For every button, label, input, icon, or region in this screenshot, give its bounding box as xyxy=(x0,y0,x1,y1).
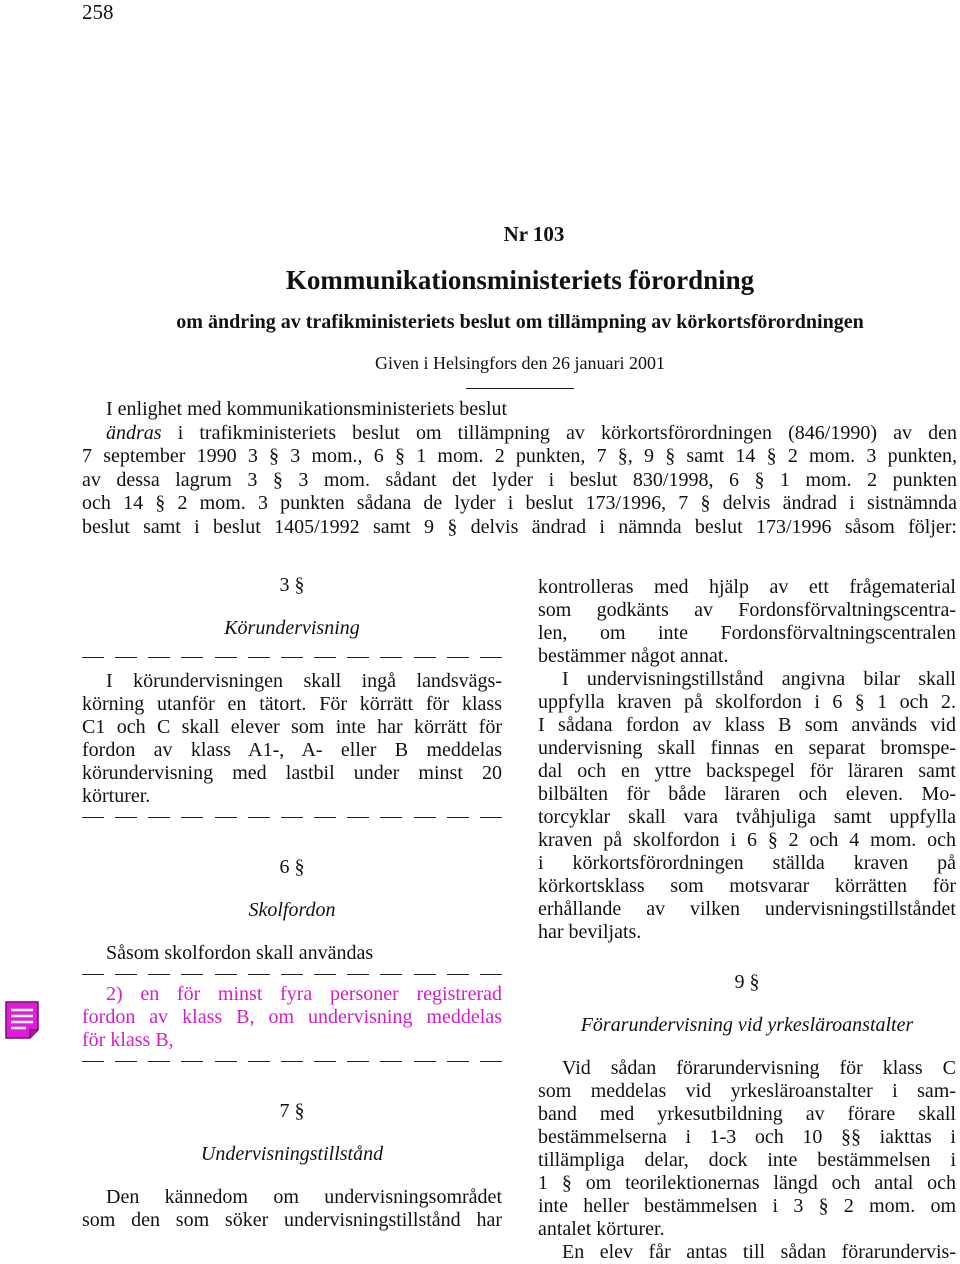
amended-text: 2) en för minst fyra personer registrerad xyxy=(106,983,502,1005)
section-7-text: len, om inte Fordonsförvaltningscentralen xyxy=(538,622,956,644)
title-divider xyxy=(466,388,574,389)
document-subtitle: om ändring av trafikministeriets beslut om tillämpning av körkortsförordningen xyxy=(176,311,864,333)
section-3-text: fordon av klass A1-, A- eller B meddelas xyxy=(82,739,502,761)
section-6-text: Såsom skolfordon skall användas xyxy=(106,942,374,964)
section-7-text: Den kännedom om undervisningsområdet xyxy=(106,1186,502,1208)
section-7-text: undervisning skall finnas en separat bromspe- xyxy=(538,737,956,759)
section-9-heading: Förarundervisning vid yrkesläroanstalter xyxy=(580,1014,914,1036)
section-9-text: tillämpliga delar, dock inte bestämmelsen i xyxy=(538,1149,956,1171)
section-7-text: dal och en yttre backspegel för läraren samt xyxy=(538,760,956,782)
given-date-line: Given i Helsingfors den 26 januari 2001 xyxy=(375,353,665,373)
section-7-text: körkortsklass som motsvarar körrätten för xyxy=(538,875,956,897)
amended-text: för klass B, xyxy=(82,1029,174,1051)
section-9-text: En elev får antas till sådan förarundervis- xyxy=(562,1241,956,1263)
section-3-text: I körundervisningen skall ingå landsvägs- xyxy=(106,670,502,692)
preamble-line: och 14 § 2 mom. 3 punkten sådana de lyder i beslut 173/1996, 7 § delvis ändrad i sistnämnda xyxy=(82,492,957,514)
right-column xyxy=(538,576,956,1264)
preamble-line: beslut samt i beslut 1405/1992 samt 9 § delvis ändrad i nämnda beslut 173/1996 såsom följer: xyxy=(82,515,957,538)
document-number: Nr 103 xyxy=(503,222,565,246)
amended-keyword: ändras xyxy=(106,421,162,444)
section-7-number: 7 § xyxy=(279,1100,305,1122)
section-7-text: kraven på skolfordon i 6 § 2 och 4 mom. och xyxy=(538,829,956,851)
section-7-text: som den som söker undervisningstillstånd har xyxy=(82,1209,502,1231)
section-3-text: körturer. xyxy=(82,785,151,807)
preamble-line xyxy=(82,422,957,446)
document-title: Kommunikationsministeriets förordning xyxy=(285,265,755,295)
preamble-line: I enlighet med kommunikationsministeriets beslut xyxy=(106,398,508,420)
preamble-text: i trafikministeriets beslut om tillämpning av körkortsförordningen (846/1990) av den xyxy=(161,421,957,444)
omission-dashes xyxy=(82,652,502,662)
page-number: 258 xyxy=(82,0,114,24)
section-7-text: uppfylla kraven på skolfordon i 6 § 1 och 2. xyxy=(538,691,956,713)
section-9-text: Vid sådan förarundervisning för klass C xyxy=(562,1057,956,1079)
preamble-line: 7 september 1990 3 § 3 mom., 6 § 1 mom. 2 punkten, 7 §, 9 § samt 14 § 2 mom. 3 punkten, xyxy=(82,445,957,467)
section-7-heading: Undervisningstillstånd xyxy=(200,1143,384,1165)
section-3-text: körning utanför en tätort. För körrätt för klass xyxy=(82,693,502,715)
section-9-text: antalet körturer. xyxy=(538,1218,665,1240)
section-3-text: körundervisning med lastbil under minst 20 xyxy=(82,762,502,784)
section-9-text: 1 § om teorilektionernas längd och antal och xyxy=(538,1172,956,1194)
section-7-text: kontrolleras med hjälp av ett frågematerial xyxy=(538,576,956,598)
section-9-text: som meddelas vid yrkesläroanstalter i sam- xyxy=(538,1080,956,1102)
section-7-text: I sådana fordon av klass B som används vid xyxy=(538,714,956,736)
amendment-note-icon xyxy=(4,1000,40,1040)
section-7-text: erhållande av vilken undervisningstillståndet xyxy=(538,898,956,920)
section-7-text: bilbälten för både läraren och eleven. Mo- xyxy=(538,783,956,805)
section-3-heading: Körundervisning xyxy=(224,617,360,639)
section-7-text: bestämmer något annat. xyxy=(538,645,729,667)
amended-text: fordon av klass B, om undervisning meddelas xyxy=(82,1006,502,1028)
section-7-text: har beviljats. xyxy=(538,921,642,943)
omission-dashes xyxy=(82,812,502,822)
section-9-text: inte heller bestämmelsen i 3 § 2 mom. om xyxy=(538,1195,956,1217)
section-7-text: I undervisningstillstånd angivna bilar skall xyxy=(562,668,956,690)
section-9-text: band med yrkesutbildning av förare skall xyxy=(538,1103,956,1125)
section-7-text: i körkortsförordningen ställda kraven på xyxy=(538,852,956,874)
omission-dashes xyxy=(82,969,502,979)
section-9-text: bestämmelserna i 1-3 och 10 §§ iakttas i xyxy=(538,1126,956,1148)
section-6-number: 6 § xyxy=(279,856,305,878)
preamble-line: av dessa lagrum 3 § 3 mom. sådant det lyder i beslut 830/1998, 6 § 1 mom. 2 punkten xyxy=(82,468,957,491)
section-3-text: C1 och C skall elever som inte har körrätt för xyxy=(82,716,502,738)
section-9-number: 9 § xyxy=(734,971,760,993)
section-7-text: torcyklar skall vara tvåhjuliga samt uppfylla xyxy=(538,806,956,828)
section-3-number: 3 § xyxy=(279,574,305,596)
section-7-text: som godkänts av Fordonsförvaltningscentra- xyxy=(538,599,956,621)
preamble xyxy=(82,398,957,539)
left-column xyxy=(82,574,502,1232)
omission-dashes xyxy=(82,1056,502,1066)
section-6-heading: Skolfordon xyxy=(248,899,336,921)
